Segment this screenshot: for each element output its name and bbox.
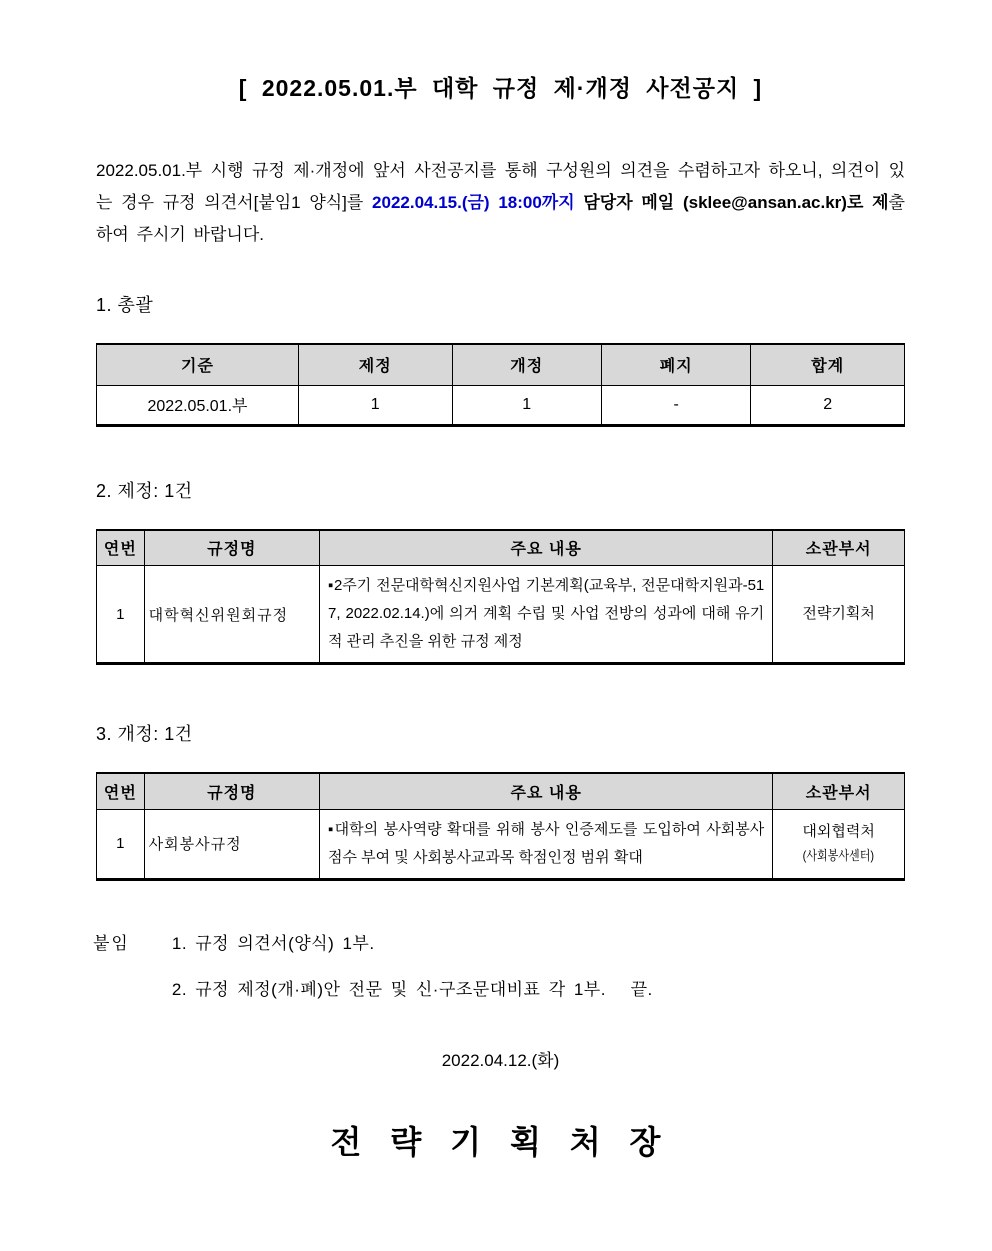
table-header-row: [97, 773, 905, 809]
column-header: 개정: [452, 344, 601, 385]
cell-main-content: ▪2주기 전문대학혁신지원사업 기본계획(교육부, 전문대학지원과-517, 2022.02.14.)에 의거 계획 수립 및 사업 전방의 성과에 대해 유기적 관리 추진을 위한 규정 제정: [320, 566, 773, 664]
cell-established-count: 1: [299, 385, 453, 425]
document-page: [0, 70, 992, 1251]
column-header: 소관부서: [773, 773, 905, 809]
attachment-item: 2. 규정 제정(개·폐)안 전문 및 신·구조문대비표 각 1부. 끝.: [171, 979, 653, 999]
column-header: 기준: [97, 344, 299, 385]
column-header: 폐지: [601, 344, 750, 385]
column-header: 주요 내용: [320, 773, 773, 809]
cell-main-content: ▪대학의 봉사역량 확대를 위해 봉사 인증제도를 도입하여 사회봉사 점수 부여 및 사회봉사교과목 학점인정 범위 확대: [320, 809, 773, 879]
column-header: 합계: [751, 344, 905, 385]
page-title: [ 2022.05.01.부 대학 규정 제·개정 사전공지 ]: [238, 75, 763, 101]
cell-revised-count: 1: [452, 385, 601, 425]
section-heading-establishment: 2. 제정: 1건: [96, 480, 193, 501]
section-heading-revision: 3. 개정: 1건: [96, 724, 193, 744]
cell-basis: 2022.05.01.부: [97, 385, 299, 425]
cell-department: 전략기획처: [773, 566, 905, 664]
column-header: 규정명: [144, 530, 319, 566]
department-sub-name: (사회봉사센터): [802, 847, 875, 863]
overview-table: [96, 343, 905, 427]
column-header: 연번: [97, 773, 145, 809]
attachment-item: 1. 규정 의견서(양식) 1부.: [171, 933, 375, 953]
deadline-text: 2022.04.15.(금) 18:00까지: [372, 193, 575, 212]
cell-total-count: 2: [751, 385, 905, 425]
table-row: [97, 566, 905, 664]
department-name: 대외협력처: [802, 822, 875, 840]
table-row: [97, 385, 905, 425]
document-date: 2022.04.12.(화): [441, 1050, 560, 1070]
attachments-label: 붙임: [93, 933, 130, 953]
column-header: 규정명: [144, 773, 319, 809]
signature-title: 전 략 기 획 처 장: [330, 1123, 671, 1160]
intro-text-before: 2022.05.01.부 시행 규정 제·개정에 앞서 사전공지를 통해 구성원의 의견을 수렴하고자 하오니, 의견이 있는 경우 규정 의견서[붙임1 양식]를: [96, 161, 905, 212]
establishment-table: [96, 529, 905, 666]
table-header-row: [97, 530, 905, 566]
column-header: 제정: [299, 344, 453, 385]
cell-abolished-count: -: [601, 385, 750, 425]
section-heading-overview: 1. 총괄: [96, 295, 154, 315]
intro-text-after: 출하여 주시기 바랍니다.: [96, 193, 905, 244]
column-header: 주요 내용: [320, 530, 773, 566]
cell-number: 1: [97, 809, 145, 879]
intro-paragraph: [96, 155, 905, 251]
table-header-row: [97, 344, 905, 385]
column-header: 소관부서: [773, 530, 905, 566]
cell-number: 1: [97, 566, 145, 664]
table-row: [97, 809, 905, 879]
attachments-block: [93, 929, 905, 1000]
revision-table: [96, 772, 905, 881]
cell-regulation-name: 사회봉사규정: [144, 809, 319, 879]
cell-regulation-name: 대학혁신위원회규정: [144, 566, 319, 664]
cell-department: [773, 809, 905, 879]
column-header: 연번: [97, 530, 145, 566]
contact-email-text: 담당자 메일 (sklee@ansan.ac.kr)로 제: [574, 193, 889, 212]
attachments-list: [172, 929, 653, 1000]
